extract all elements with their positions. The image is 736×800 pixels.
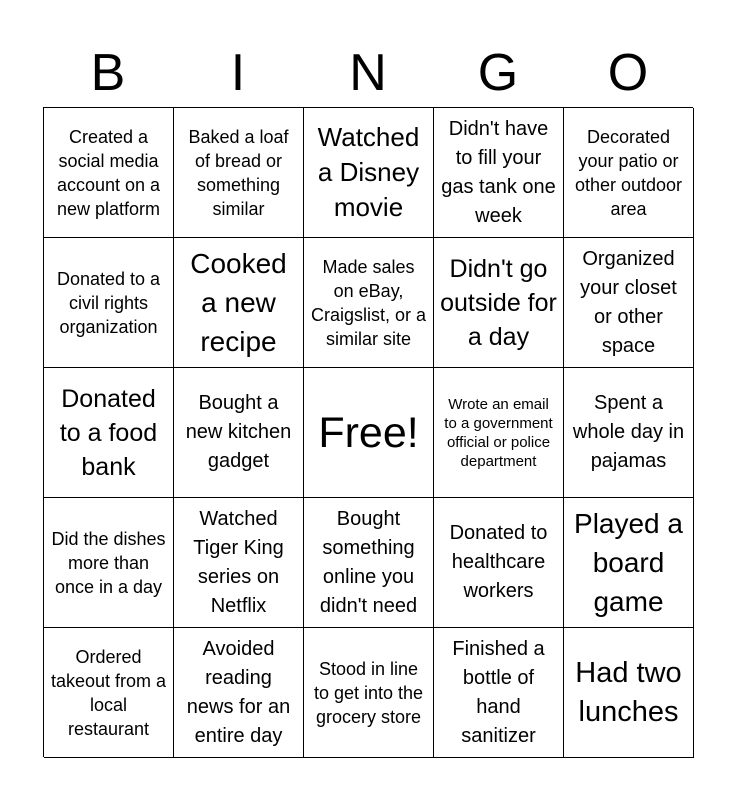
cell-label: Donated to a civil rights organization (56, 268, 161, 337)
bingo-cell[interactable] (434, 628, 564, 758)
bingo-cell[interactable] (304, 628, 434, 758)
bingo-cell[interactable] (564, 108, 694, 238)
cell-label: Donated to a food bank (59, 384, 158, 481)
bingo-cell[interactable] (564, 498, 694, 628)
bingo-cell[interactable] (174, 498, 304, 628)
cell-label: Made sales on eBay, Craigslist, or a similar site (310, 256, 427, 349)
cell-label: Decorated your patio or other outdoor area (574, 126, 683, 219)
bingo-cell[interactable] (304, 108, 434, 238)
bingo-cell[interactable] (44, 238, 174, 368)
bingo-cell[interactable] (44, 498, 174, 628)
cell-label: Watched a Disney movie (317, 122, 420, 222)
cell-label: Created a social media account on a new platform (56, 126, 161, 219)
bingo-cell[interactable] (174, 108, 304, 238)
cell-label: Organized your closet or other space (580, 247, 677, 357)
bingo-cell[interactable] (564, 368, 694, 498)
cell-label: Baked a loaf of bread or something similar (188, 126, 289, 219)
cell-label: Bought a new kitchen gadget (185, 392, 292, 472)
cell-label: Wrote an email to a government official or police department (444, 395, 553, 470)
cell-label: Didn't go outside for a day (440, 254, 557, 351)
header-letter-o: O (607, 44, 649, 102)
bingo-cell[interactable] (434, 108, 564, 238)
header-letter-b: B (90, 44, 126, 102)
free-space-cell[interactable] (304, 368, 434, 498)
bingo-cell[interactable] (174, 628, 304, 758)
cell-label: Spent a whole day in pajamas (572, 392, 685, 472)
bingo-cell[interactable] (564, 628, 694, 758)
cell-label: Ordered takeout from a local restaurant (50, 646, 167, 739)
bingo-cell[interactable] (434, 498, 564, 628)
bingo-card (43, 107, 693, 757)
bingo-header (43, 38, 693, 108)
free-space-label: Free! (318, 408, 419, 457)
cell-label: Bought something online you didn't need (319, 507, 418, 617)
bingo-cell[interactable] (44, 628, 174, 758)
cell-label: Didn't have to fill your gas tank one week (441, 117, 556, 227)
bingo-cell[interactable] (174, 238, 304, 368)
bingo-cell[interactable] (304, 238, 434, 368)
cell-label: Watched Tiger King series on Netflix (193, 507, 284, 617)
bingo-cell[interactable] (304, 498, 434, 628)
header-letter-n: N (349, 44, 387, 102)
cell-label: Donated to healthcare workers (449, 522, 548, 602)
cell-label: Stood in line to get into the grocery store (313, 658, 424, 727)
cell-label: Finished a bottle of hand sanitizer (452, 637, 545, 747)
cell-label: Cooked a new recipe (190, 248, 287, 357)
bingo-cell[interactable] (434, 238, 564, 368)
header-letter-g: G (477, 44, 519, 102)
header-letter-i: I (230, 44, 246, 102)
cell-label: Avoided reading news for an entire day (186, 637, 291, 747)
bingo-cell[interactable] (564, 238, 694, 368)
cell-label: Played a board game (574, 508, 683, 617)
bingo-cell[interactable] (44, 368, 174, 498)
bingo-cell[interactable] (174, 368, 304, 498)
bingo-cell[interactable] (44, 108, 174, 238)
bingo-cell[interactable] (434, 368, 564, 498)
cell-label: Had two lunches (575, 656, 682, 728)
cell-label: Did the dishes more than once in a day (51, 528, 166, 597)
